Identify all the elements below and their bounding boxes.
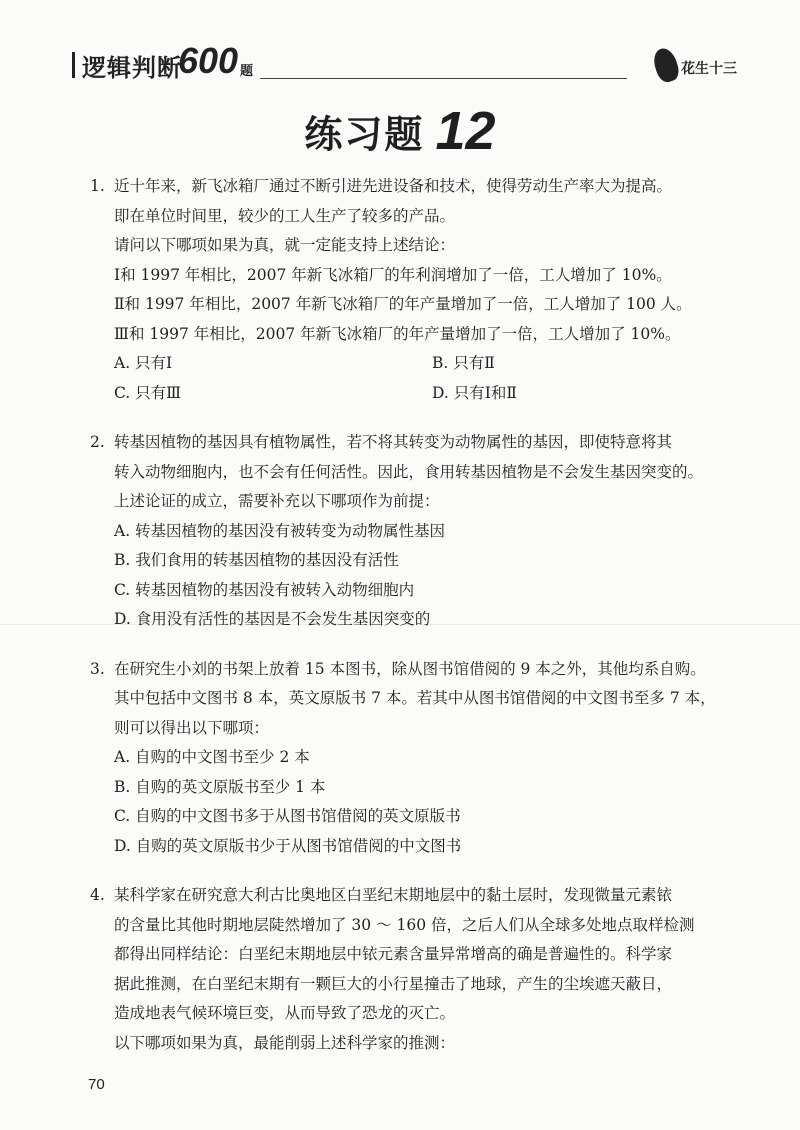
question-text-line: 据此推测，在白垩纪末期有一颗巨大的小行星撞击了地球，产生的尘埃遮天蔽日，: [114, 974, 673, 993]
option-a[interactable]: A. 转基因植物的基因没有被转变为动物属性基因: [114, 521, 446, 540]
question-text-line: 的含量比其他时期地层陡然增加了 30 ～ 160 倍，之后人们从全球多处地点取样检测: [114, 915, 695, 934]
book-title: 逻辑判断: [82, 54, 182, 82]
question-text-line: 请问以下哪项如果为真，就一定能支持上述结论：: [114, 236, 456, 254]
statement-1: Ⅰ和 1997 年相比，2007 年新飞冰箱厂的年利润增加了一倍，工人增加了 10%。: [114, 265, 672, 284]
header-rule: [260, 78, 627, 79]
question-text-line: 上述论证的成立，需要补充以下哪项作为前提：: [114, 492, 440, 510]
brand-name: 花生十三: [681, 61, 737, 77]
question-list: [90, 172, 730, 1078]
question-text-line: 都得出同样结论：白垩纪末期地层中铱元素含量异常增高的确是普遍性的。科学家: [114, 945, 673, 963]
question-number: 3.: [90, 659, 105, 678]
exercise-title-text: 练习题: [304, 112, 425, 157]
page-header: [72, 40, 737, 90]
page-number: 70: [88, 1076, 105, 1093]
option-b[interactable]: B. 自购的英文原版书至少 1 本: [114, 777, 326, 796]
option-b[interactable]: B. 只有Ⅱ: [432, 354, 495, 372]
book-number: 600: [178, 40, 239, 81]
peanut-logo-icon: [650, 45, 681, 84]
statement-3: Ⅲ和 1997 年相比，2007 年新飞冰箱厂的年产量增加了一倍，工人增加了 10%。: [114, 324, 681, 343]
option-b[interactable]: B. 我们食用的转基因植物的基因没有活性: [114, 551, 399, 569]
question-text-line: 转入动物细胞内，也不会有任何活性。因此，食用转基因植物是不会发生基因突变的。: [114, 462, 704, 481]
exercise-title-number: 12: [435, 101, 496, 161]
option-c[interactable]: C. 转基因植物的基因没有被转入动物细胞内: [114, 580, 415, 599]
option-d[interactable]: D. 自购的英文原版书少于从图书馆借阅的中文图书: [114, 836, 462, 855]
question-prompt: 以下哪项如果为真，最能削弱上述科学家的推测：: [114, 1033, 456, 1052]
answer-options: [90, 349, 730, 408]
option-a[interactable]: A. 只有Ⅰ: [114, 354, 173, 372]
question-text-line: 近十年来，新飞冰箱厂通过不断引进先进设备和技术，使得劳动生产率大为提高。: [114, 177, 673, 195]
question-3: [90, 655, 730, 862]
question-text-line: 即在单位时间里，较少的工人生产了较多的产品。: [114, 206, 456, 225]
header-left-bar: [72, 52, 75, 78]
question-4: [90, 881, 730, 1058]
question-text-line: 则可以得出以下哪项：: [114, 718, 270, 737]
question-number: 1.: [90, 177, 105, 195]
question-2: [90, 428, 730, 635]
question-text-line: 在研究生小刘的书架上放着 15 本图书，除从图书馆借阅的 9 本之外，其他均系自购。: [114, 659, 706, 678]
question-text-line: 转基因植物的基因具有植物属性，若不将其转变为动物属性的基因，即使特意将其: [114, 433, 673, 451]
statement-2: Ⅱ和 1997 年相比，2007 年新飞冰箱厂的年产量增加了一倍，工人增加了 100 人。: [114, 295, 692, 313]
question-text-line: 其中包括中文图书 8 本，英文原版书 7 本。若其中从图书馆借阅的中文图书至多 7 本，: [114, 689, 716, 707]
question-text-line: 造成地表气候环境巨变，从而导致了恐龙的灭亡。: [114, 1004, 456, 1022]
option-c[interactable]: C. 自购的中文图书多于从图书馆借阅的英文原版书: [114, 807, 461, 825]
option-d[interactable]: D. 只有Ⅰ和Ⅱ: [432, 383, 517, 402]
question-text-line: 某科学家在研究意大利古比奥地区白垩纪末期地层中的黏土层时，发现微量元素铱: [114, 886, 673, 904]
option-a[interactable]: A. 自购的中文图书至少 2 本: [114, 748, 310, 766]
option-d[interactable]: D. 食用没有活性的基因是不会发生基因突变的: [114, 610, 431, 628]
exercise-title: [0, 100, 800, 162]
book-suffix: 题: [240, 64, 254, 79]
question-number: 2.: [90, 433, 105, 451]
question-1: [90, 172, 730, 408]
question-number: 4.: [90, 886, 105, 904]
option-c[interactable]: C. 只有Ⅲ: [114, 383, 182, 402]
